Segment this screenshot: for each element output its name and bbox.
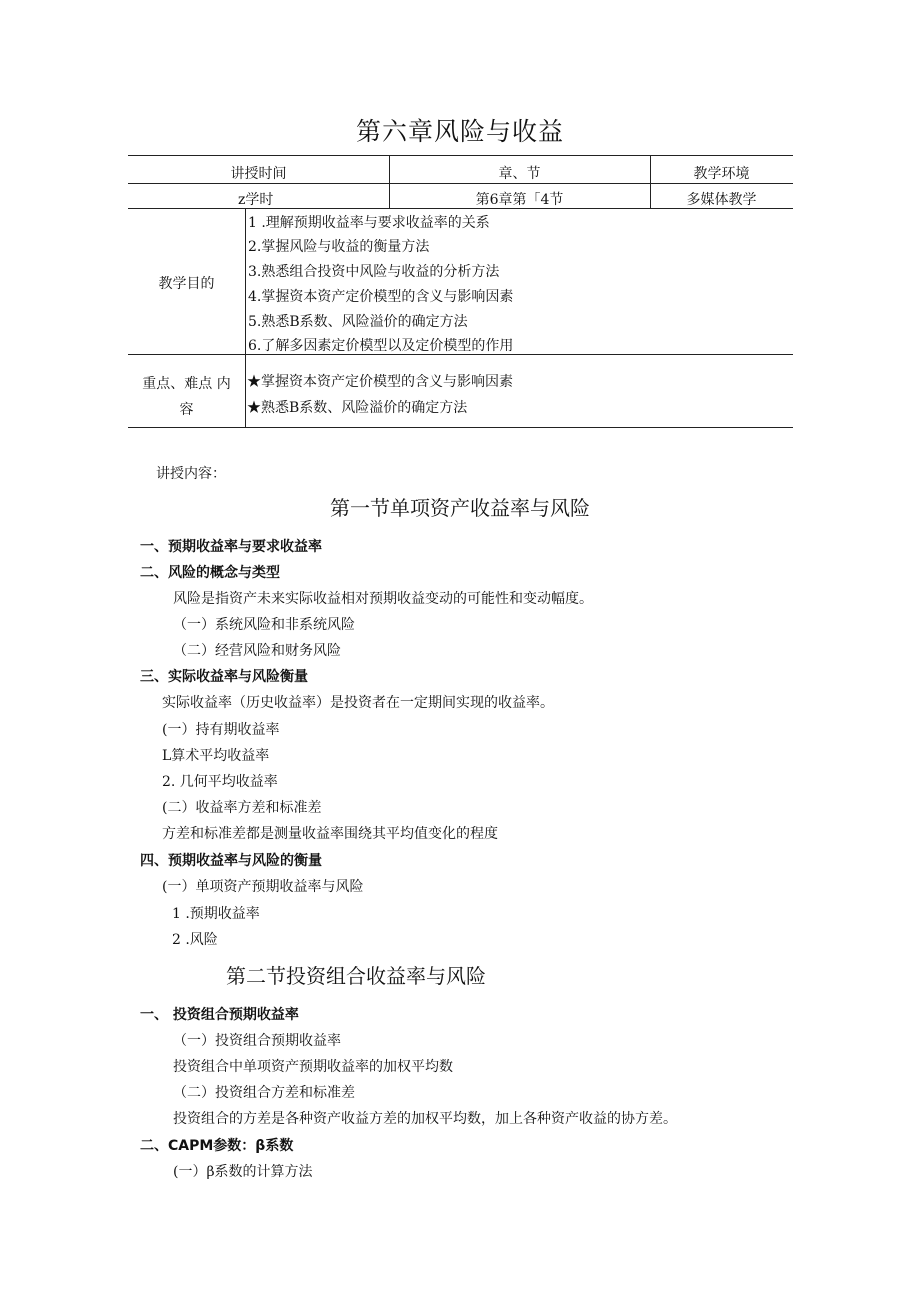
heading: 二、风险的概念与类型 [140,565,280,581]
header-chapter: 章、节 [498,166,541,182]
objective-item: 2.掌握风险与收益的衡量方法 [248,239,430,255]
page-title: 第六章风险与收益 [355,117,564,146]
list-item: L算术平均收益率 [162,748,270,764]
table-rule [128,427,793,428]
objective-item: 3.熟悉组合投资中风险与收益的分析方法 [248,264,500,280]
subheading: (一）β系数的计算方法 [173,1164,313,1180]
cell-chapter: 第6章第「4节 [475,192,564,208]
heading: 四、预期收益率与风险的衡量 [140,853,322,869]
list-item: 2. 几何平均收益率 [162,774,278,790]
heading: 二、CAPM参数：β系数 [140,1138,294,1154]
subheading: （一）系统风险和非系统风险 [173,617,355,633]
table-rule [245,208,246,427]
heading: 一、预期收益率与要求收益率 [140,539,322,555]
list-item: 2 .风险 [172,932,218,948]
subheading: （二）投资组合方差和标准差 [173,1085,355,1101]
key-point-item: ★掌握资本资产定价模型的含义与影响因素 [247,374,513,390]
paragraph: 投资组合中单项资产预期收益率的加权平均数 [173,1059,453,1075]
heading: 一、 投资组合预期收益率 [140,1007,299,1023]
header-time: 讲授时间 [230,166,287,182]
key-points-label: 重点、难点 内 [142,376,231,392]
section-1-title: 第一节单项资产收益率与风险 [330,496,590,520]
objectives-label: 教学目的 [158,276,215,292]
subheading: （一）投资组合预期收益率 [173,1033,341,1049]
subheading: （二）经营风险和财务风险 [173,643,341,659]
list-item: 1 .预期收益率 [172,906,260,922]
subheading: (一）持有期收益率 [162,722,280,738]
subheading: (二）收益率方差和标准差 [162,800,322,816]
paragraph: 风险是指资产未来实际收益相对预期收益变动的可能性和变动幅度。 [173,591,593,607]
table-rule [128,183,793,184]
content-label: 讲授内容： [156,466,226,482]
cell-environment: 多媒体教学 [686,192,757,208]
subheading: (一）单项资产预期收益率与风险 [162,879,364,895]
objective-item: 1 .理解预期收益率与要求收益率的关系 [248,215,490,231]
objective-item: 6.了解多因素定价模型以及定价模型的作用 [248,338,514,354]
key-points-label-cont: 容 [179,402,194,418]
header-environment: 教学环境 [693,166,750,182]
heading: 三、实际收益率与风险衡量 [140,669,308,685]
paragraph: 方差和标准差都是测量收益率围绕其平均值变化的程度 [162,826,498,842]
key-point-item: ★熟悉B系数、风险溢价的确定方法 [247,400,468,416]
cell-time: z学时 [238,192,274,208]
objective-item: 5.熟悉B系数、风险溢价的确定方法 [248,314,468,330]
paragraph: 实际收益率（历史收益率）是投资者在一定期间实现的收益率。 [162,695,554,711]
section-2-title: 第二节投资组合收益率与风险 [226,964,486,988]
table-rule [128,155,793,156]
objective-item: 4.掌握资本资产定价模型的含义与影响因素 [248,289,514,305]
paragraph: 投资组合的方差是各种资产收益方差的加权平均数，加上各种资产收益的协方差。 [173,1111,677,1127]
